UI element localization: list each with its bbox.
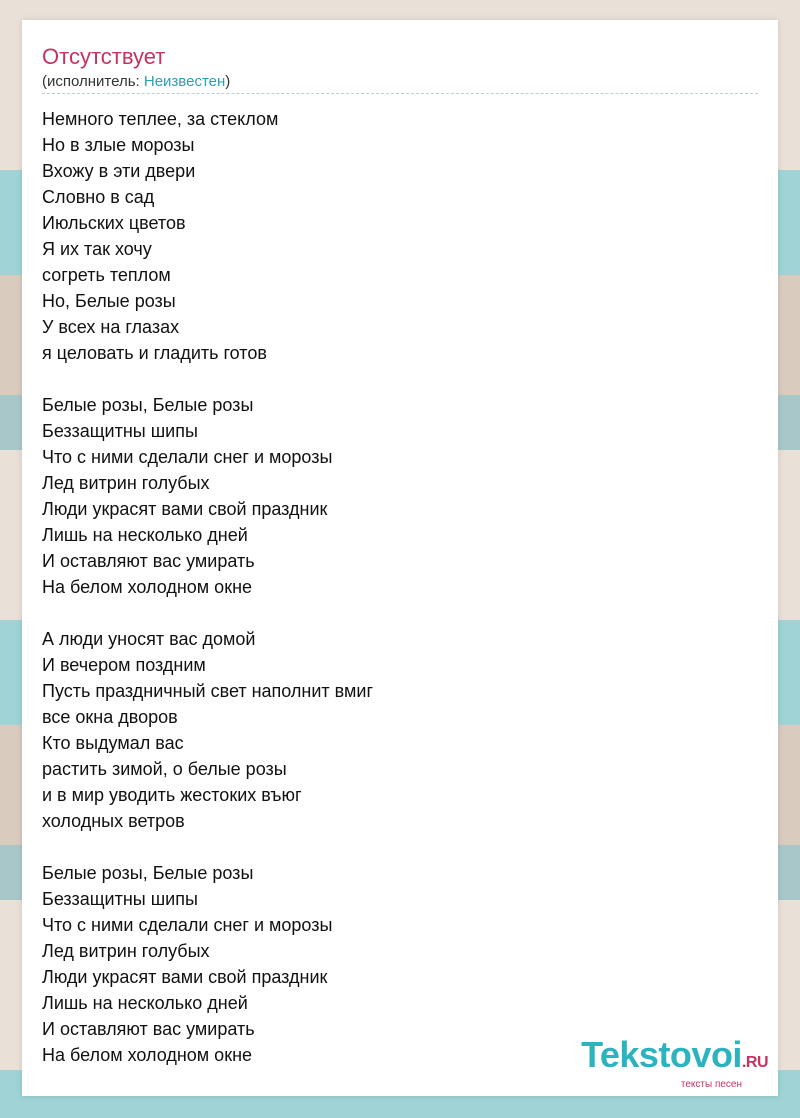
lyric-line: На белом холодном окне	[42, 1045, 253, 1065]
lyrics-stanza	[42, 626, 742, 834]
artist-link[interactable]: Неизвестен	[143, 73, 226, 90]
lyric-line: Люди украсят вами свой праздник	[42, 967, 328, 987]
site-logo[interactable]	[581, 1034, 768, 1090]
lyric-line: Вхожу в эти двери	[42, 161, 196, 181]
lyric-line: Лед витрин голубых	[42, 941, 210, 961]
lyric-line: Немного теплее, за стеклом	[42, 109, 279, 129]
lyric-line: Но, Белые розы	[42, 291, 176, 311]
lyric-line: И оставляют вас умирать	[42, 551, 255, 571]
lyrics-stanza	[42, 392, 742, 600]
lyric-line: Что с ними сделали снег и морозы	[42, 447, 333, 467]
logo-subtitle: тексты песен	[680, 1079, 742, 1090]
lyric-line: Лед витрин голубых	[42, 473, 210, 493]
lyrics-sheet	[22, 20, 778, 1096]
lyric-line: Белые розы, Белые розы	[42, 863, 254, 883]
lyric-line: Что с ними сделали снег и морозы	[42, 915, 333, 935]
lyric-line: И оставляют вас умирать	[42, 1019, 255, 1039]
lyric-line: согреть теплом	[42, 265, 171, 285]
lyric-line: и в мир уводить жестоких въюг	[42, 785, 302, 805]
lyric-line: Пусть праздничный свет наполнит вмиг	[42, 681, 374, 701]
logo-ru-text: .RU	[741, 1054, 768, 1071]
logo-main-text: Tekstovoi	[581, 1034, 742, 1075]
lyric-line: На белом холодном окне	[42, 577, 253, 597]
song-title: Отсутствует	[42, 44, 166, 69]
lyric-line: Люди украсят вами свой праздник	[42, 499, 328, 519]
artist-prefix: (исполнитель:	[42, 73, 144, 90]
lyric-line: Лишь на несколько дней	[42, 993, 248, 1013]
artist-line	[42, 73, 230, 91]
lyric-line: А люди уносят вас домой	[42, 629, 256, 649]
lyric-line: я целовать и гладить готов	[42, 343, 267, 363]
lyric-line: все окна дворов	[42, 707, 178, 727]
lyric-line: Беззащитны шипы	[42, 889, 198, 909]
lyric-line: Я их так хочу	[42, 239, 152, 259]
lyric-line: растить зимой, о белые розы	[42, 759, 287, 779]
lyric-line: Словно в сад	[42, 187, 155, 207]
lyrics-text	[42, 106, 742, 1094]
lyric-line: Белые розы, Белые розы	[42, 395, 254, 415]
lyric-line: И вечером поздним	[42, 655, 206, 675]
lyric-line: Беззащитны шипы	[42, 421, 198, 441]
lyric-line: холодных ветров	[42, 811, 185, 831]
lyrics-stanza	[42, 106, 742, 366]
lyric-line: Но в злые морозы	[42, 135, 195, 155]
artist-suffix: )	[225, 73, 231, 90]
dashed-divider	[42, 93, 758, 94]
lyric-line: Кто выдумал вас	[42, 733, 184, 753]
lyric-line: У всех на глазах	[42, 317, 180, 337]
lyric-line: Лишь на несколько дней	[42, 525, 248, 545]
lyric-line: Июльских цветов	[42, 213, 186, 233]
